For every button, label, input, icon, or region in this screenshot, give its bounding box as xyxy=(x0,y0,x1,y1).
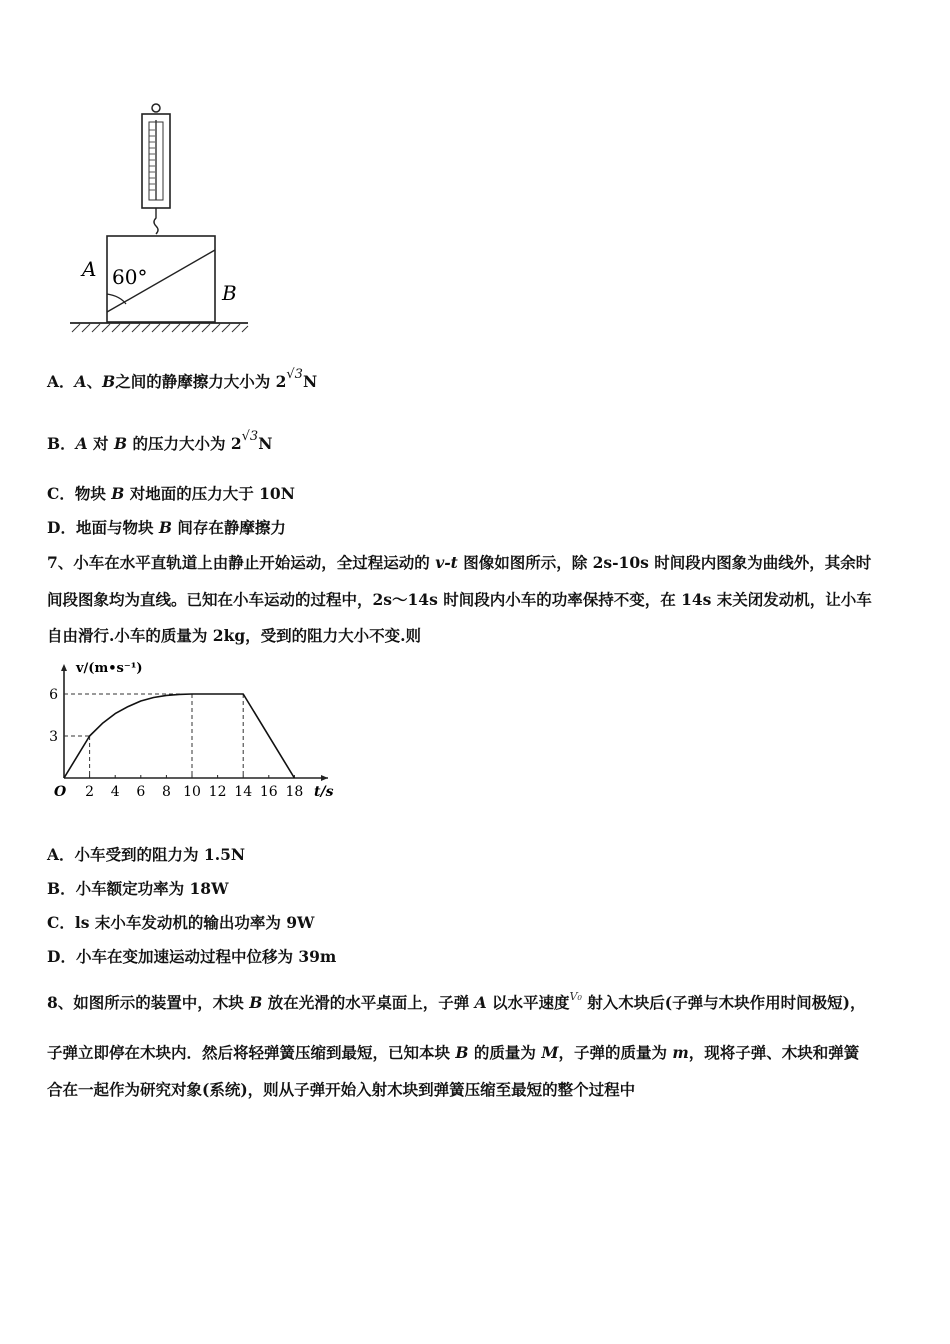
x-tick-label: 10 xyxy=(183,784,201,800)
x-tick-label: 2 xyxy=(85,784,95,800)
angle-label: 60° xyxy=(112,265,148,289)
q7-option-a: A．小车受到的阻力为 1.5N xyxy=(47,845,246,864)
y-tick-label: 3 xyxy=(49,729,58,745)
x-tick-label: 4 xyxy=(110,784,120,800)
label-a: A xyxy=(82,257,97,281)
scale-ring xyxy=(152,104,160,112)
q6-option-c: C．物块 B 对地面的压力大于 10N xyxy=(47,484,295,503)
x-tick-label: 8 xyxy=(161,784,171,800)
q7-stem-line2: 间段图象均为直线。已知在小车运动的过程中，2s～14s 时间段内小车的功率保持不变，在 14s 末关闭发动机，让小车 xyxy=(47,590,872,609)
q7-option-c: C．ls 末小车发动机的输出功率为 9W xyxy=(47,913,315,932)
x-tick-label: 6 xyxy=(136,784,146,800)
q6-option-b: B．A 对 B 的压力大小为 2√3N xyxy=(47,429,273,453)
scale-hook xyxy=(154,208,158,234)
x-axis-arrow xyxy=(321,775,328,781)
q6-option-a: A．A、B之间的静摩擦力大小为 2√3N xyxy=(47,367,318,391)
q7-option-d: D．小车在变加速运动过程中位移为 39m xyxy=(47,947,337,966)
q7-stem-line3: 自由滑行.小车的质量为 2kg，受到的阻力大小不变.则 xyxy=(47,626,422,645)
q7-option-b: B．小车额定功率为 18W xyxy=(47,879,229,898)
x-tick-label: 14 xyxy=(234,784,253,800)
origin-label: O xyxy=(54,784,67,800)
x-axis-label: t/s xyxy=(314,784,334,800)
x-tick-label: 16 xyxy=(259,784,278,800)
q7-stem-line1: 7、小车在水平直轨道上由静止开始运动，全过程运动的 v-t 图像如图所示，除 2s-10s 时间段内图象为曲线外，其余时 xyxy=(47,553,872,572)
q8-stem-line2: 子弹立即停在木块内．然后将轻弹簧压缩到最短，已知本块 B 的质量为 M，子弹的质量为 m，现将子弹、木块和弹簧 xyxy=(47,1043,860,1062)
y-axis-arrow xyxy=(61,664,67,671)
spring-scale-figure xyxy=(60,100,260,340)
series-line-v xyxy=(64,694,294,778)
y-tick-label: 6 xyxy=(49,687,58,703)
vt-chart xyxy=(44,656,344,806)
q6-option-d: D．地面与物块 B 间存在静摩擦力 xyxy=(47,518,286,537)
x-tick-label: 18 xyxy=(285,784,304,800)
q8-stem-line1: 8、如图所示的装置中，木块 B 放在光滑的水平桌面上，子弹 A 以水平速度$^{V_0}$ 射入木块后(子弹与木块作用时间极短)， xyxy=(47,990,866,1012)
y-axis-label: v/(m•s⁻¹) xyxy=(76,661,143,676)
label-b: B xyxy=(222,281,237,305)
q8-stem-line3: 合在一起作为研究对象(系统)，则从子弹开始入射木块到弹簧压缩至最短的整个过程中 xyxy=(47,1080,636,1099)
x-tick-label: 12 xyxy=(208,784,227,800)
